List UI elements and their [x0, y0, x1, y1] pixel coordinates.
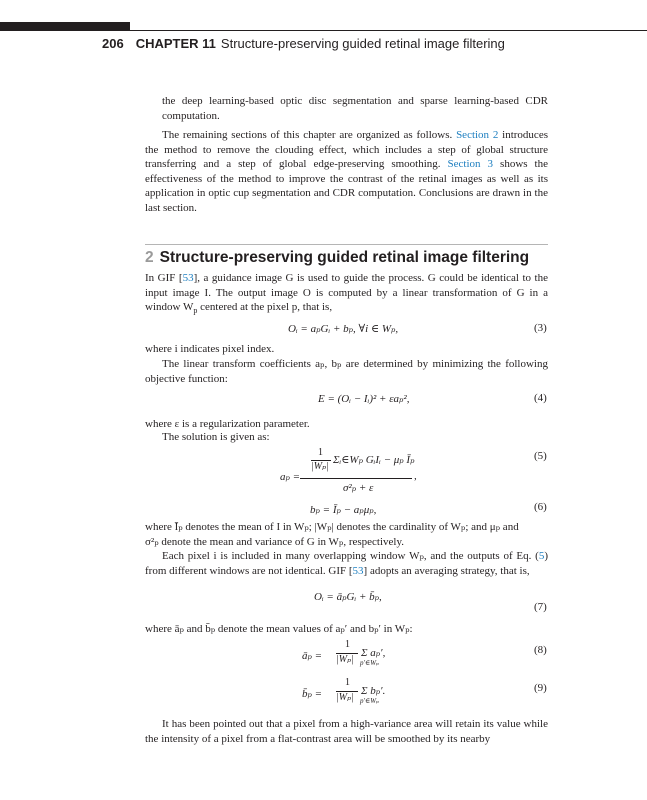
body-paragraph-6-line-1: where Īₚ denotes the mean of I in Wₚ; |Wₚ| denotes the cardinality of Wₚ; and μₚ and — [145, 521, 519, 533]
eq-5-link[interactable]: 5 — [538, 550, 545, 562]
intro-paragraph-1: the deep learning-based optic disc segmentation and sparse learning-based CDR computation. — [162, 95, 548, 122]
ref-53-link[interactable]: 53 — [182, 272, 194, 284]
intro-paragraph-2: The remaining sections of this chapter are organized as follows. Section 2 introduces the method to remove the clouding effect, which includes a step of global structure transferring and a step of global edge-preserving smoothing. Section 3 shows the effectiveness of the method to improve the contrast of the retinal images as well as its application in optic cup segmentation and CDR computation. Conclusions are drawn in the last section. — [145, 129, 548, 214]
body-paragraph-7: Each pixel i is included in many overlapping window Wₚ, and the outputs of Eq. (5) from different windows are not identical. GIF [53] adopts an averaging strategy, that is, — [145, 550, 548, 577]
equation-7-number: (7) — [534, 601, 547, 613]
body-paragraph-8: where āₚ and b̄ₚ denote the mean values of aₚ′ and bₚ′ in Wₚ: — [145, 623, 413, 635]
equation-5-comma: , — [414, 470, 417, 482]
equation-8-sum-range: p′∈Wₚ — [360, 659, 379, 667]
equation-4: E = (Oᵢ − Iᵢ)² + εaₚ², — [318, 393, 410, 405]
equation-5-lhs: aₚ = — [280, 471, 301, 483]
body-paragraph-1: In GIF [53], a guidance image G is used to guide the process. G could be identical to the input image I. The output image O is computed by a linear transformation of G in a window $W_p$ centered at the pixel p, that is, — [145, 272, 548, 316]
body-paragraph-5: The solution is given as: — [162, 431, 270, 443]
body-paragraph-9: It has been pointed out that a pixel from a high-variance area will retain its value while the intensity of a pixel from a flat-contrast area will be smoothed by its nearby — [145, 718, 548, 745]
equation-8-sum: Σ aₚ′, — [361, 647, 386, 659]
body-paragraph-3: The linear transform coefficients aₚ, bₚ are determined by minimizing the following objective function: — [145, 358, 548, 385]
equation-9-sum: Σ bₚ′. — [361, 685, 386, 697]
equation-5-frac-denom: |Wₚ| — [311, 461, 329, 472]
equation-4-number: (4) — [534, 392, 547, 404]
equation-5-frac-numer: 1 — [318, 447, 323, 458]
section-title: Structure-preserving guided retinal image filtering — [159, 249, 530, 266]
header-bar — [0, 22, 130, 31]
section-2-link[interactable]: Section 2 — [456, 129, 499, 141]
section-3-link[interactable]: Section 3 — [447, 158, 494, 171]
equation-3-number: (3) — [534, 322, 547, 334]
equation-8-numer: 1 — [345, 639, 350, 650]
equation-9-numer: 1 — [345, 677, 350, 688]
equation-3: Oᵢ = aₚGᵢ + bₚ, ∀i ∈ Wₚ, — [288, 323, 399, 335]
body-paragraph-4: where ε is a regularization parameter. — [145, 418, 310, 430]
equation-6: bₚ = Īₚ − aₚμₚ, — [310, 504, 377, 516]
equation-8-number: (8) — [534, 644, 547, 656]
equation-8-lhs: āₚ = — [302, 650, 323, 662]
equation-5-denominator: σ²ₚ + ε — [343, 482, 374, 494]
equation-6-number: (6) — [534, 501, 547, 513]
equation-9-lhs: b̄ₚ = — [302, 688, 323, 700]
equation-5-number: (5) — [534, 450, 547, 462]
page-number: 206 — [102, 36, 124, 51]
equation-7: Oᵢ = āₚGᵢ + b̄ₚ, — [314, 591, 382, 603]
equation-5-numerator: Σᵢ∈Wₚ GᵢIᵢ − μₚ Īₚ — [333, 454, 415, 466]
equation-5-fraction-line — [300, 478, 412, 479]
section-heading — [145, 249, 529, 267]
section-number: 2 — [145, 249, 154, 266]
running-head — [102, 36, 505, 51]
header-rule — [130, 30, 647, 31]
equation-9-sum-range: p′∈Wₚ — [360, 697, 379, 705]
chapter-title: Structure-preserving guided retinal image filtering — [220, 36, 505, 51]
section-rule — [145, 244, 548, 245]
equation-9-denom: |Wₚ| — [336, 692, 354, 703]
body-paragraph-6-line-2: σ²ₚ denote the mean and variance of G in Wₚ, respectively. — [145, 536, 405, 548]
body-paragraph-2: where i indicates pixel index. — [145, 343, 275, 355]
equation-9-number: (9) — [534, 682, 547, 694]
ref-53-link-2[interactable]: 53 — [352, 564, 364, 577]
chapter-label: CHAPTER 11 — [135, 36, 216, 51]
equation-8-denom: |Wₚ| — [336, 654, 354, 665]
